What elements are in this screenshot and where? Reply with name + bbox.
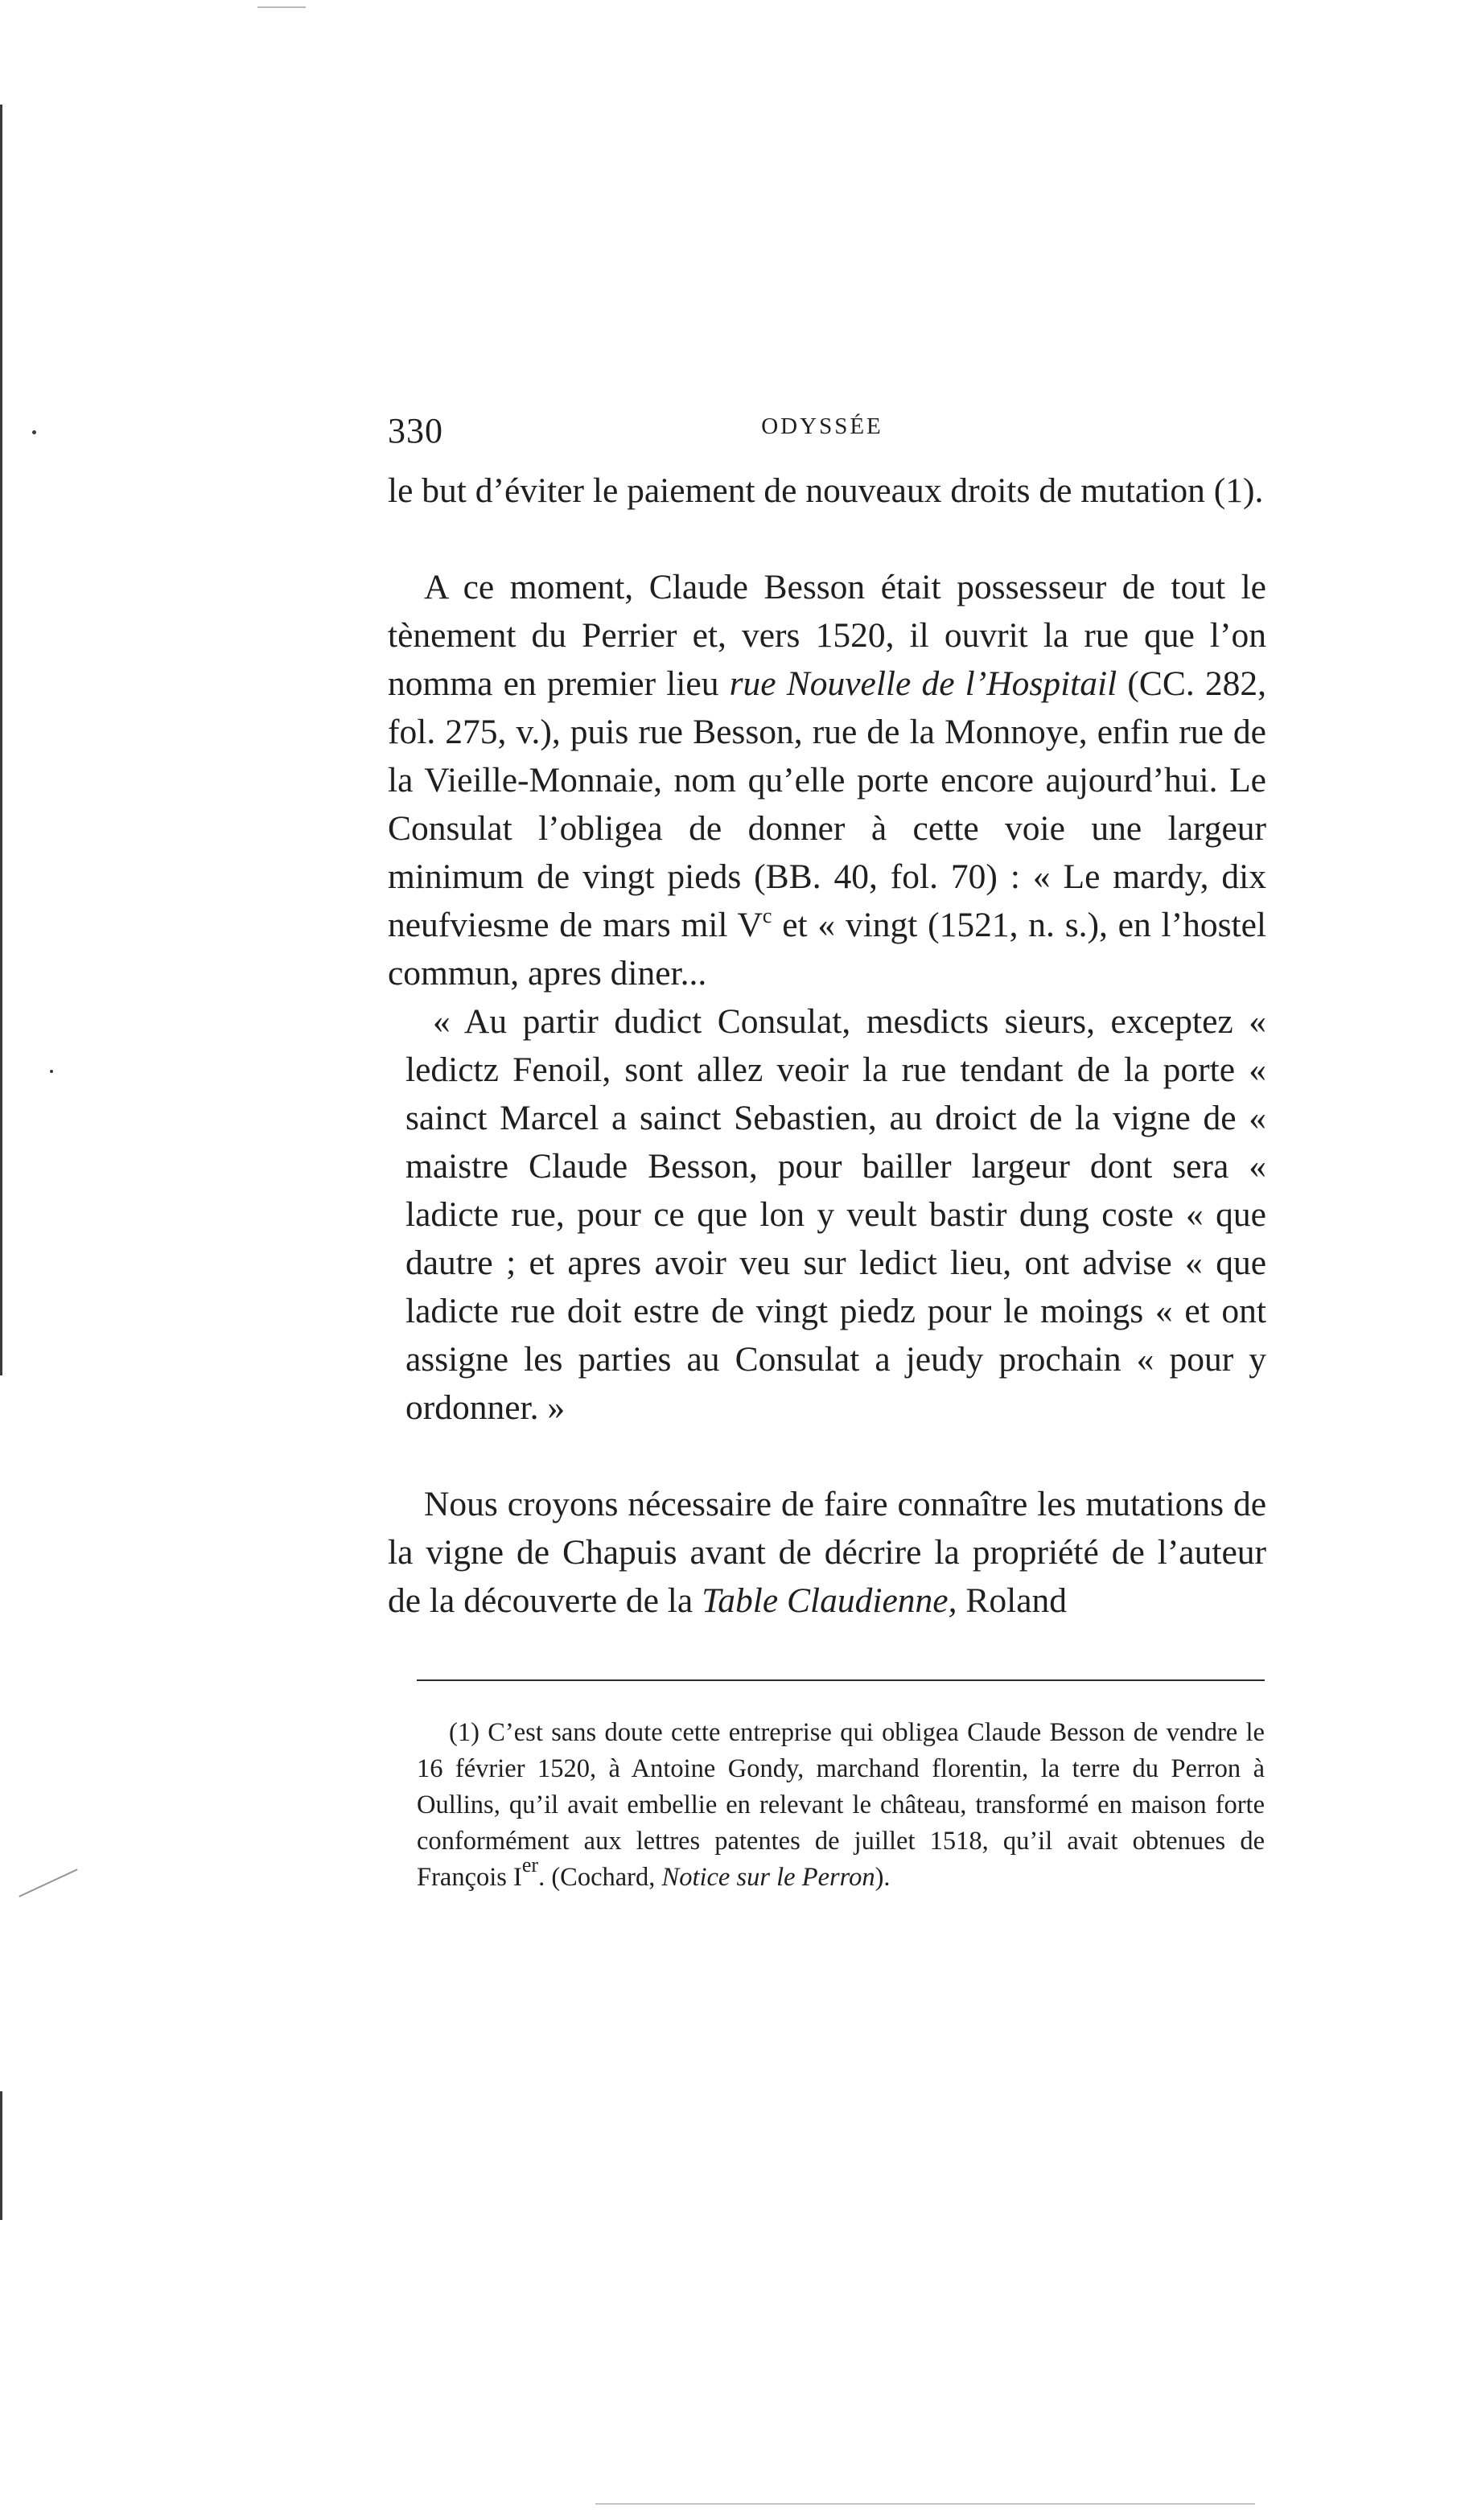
footnote <box>417 1715 1265 1896</box>
scan-speck <box>32 430 36 434</box>
paragraph-continuation: le but d’éviter le paiement de nouveaux droits de mutation (1). <box>388 471 1264 510</box>
text-run: et « vingt (1521, n. s.), en l’hostel commun, apres diner... <box>388 906 1266 993</box>
paragraph-mutations <box>388 1480 1266 1625</box>
scan-edge-mark <box>0 2091 2 2220</box>
text-run: Nous croyons nécessaire de faire connaître les mutations de la vigne de Chapuis avant de décrire la propriété de l’auteur de la découverte de la <box>388 1485 1266 1620</box>
paragraph-besson <box>388 563 1266 997</box>
text-run: (1) C’est sans doute cette entreprise qui obligea Claude Besson de vendre le 16 février 1520, à Antoine Gondy, marchand florentin, la terre du Perron à Oullins, qu’il avait embellie en relevant le château, transformé en maison forte conformément aux lettres patentes de juillet 1518, qu’il avait obtenues de François I <box>417 1718 1265 1892</box>
text-run: A ce moment, Claude Besson était possesseur de tout le tènement du Perrier et, vers 1520, il ouvrit la rue que l’on nomma en premier lieu <box>388 568 1266 703</box>
scan-speck <box>595 2503 1255 2505</box>
italic-street-name: rue Nouvelle de l’Hospitail <box>729 664 1117 703</box>
scan-speck <box>50 1070 53 1073</box>
running-title: ODYSSÉE <box>761 413 883 439</box>
superscript: c <box>762 904 772 927</box>
superscript: er <box>521 1853 539 1877</box>
quoted-record: « Au partir dudict Consulat, mesdicts sieurs, exceptez « ledictz Fenoil, sont allez veoir la rue tendant de la porte « sainct Marcel a sainct Sebastien, au droict de la vigne de « maistre Claude Besson, pour bailler largeur dont sera « ladicte rue, pour ce que lon y veult bastir dung coste « que dautre ; et apres avoir veu sur ledict lieu, ont advise « que ladicte rue doit estre de vingt piedz pour le moings « et ont assigne les parties au Consulat a jeudy prochain « pour y ordonner. » <box>405 1002 1266 1427</box>
text-run: . (Cochard, <box>538 1863 662 1892</box>
text-run: Roland <box>957 1581 1068 1620</box>
text-run: (CC. 282, fol. 275, v.), puis rue Besson, rue de la Monnoye, enfin rue de la Vieille-Monnaie, nom qu’elle porte encore aujourd’hui. Le Consulat l’obligea de donner à cette voie une largeur minimum de vingt pieds (BB. 40, fol. 70) : « Le mardy, dix neufviesme de mars mil V <box>388 664 1266 944</box>
italic-title: Notice sur le Perron <box>661 1863 875 1892</box>
scan-speck <box>19 1868 77 1897</box>
text-run: ). <box>875 1863 891 1892</box>
running-header <box>388 410 1266 458</box>
main-text <box>388 467 1266 1625</box>
scan-speck <box>257 6 306 8</box>
italic-title: Table Claudienne, <box>702 1581 957 1620</box>
page-number: 330 <box>388 411 443 450</box>
footnote-rule <box>417 1679 1265 1681</box>
scan-edge-mark <box>0 105 2 1375</box>
